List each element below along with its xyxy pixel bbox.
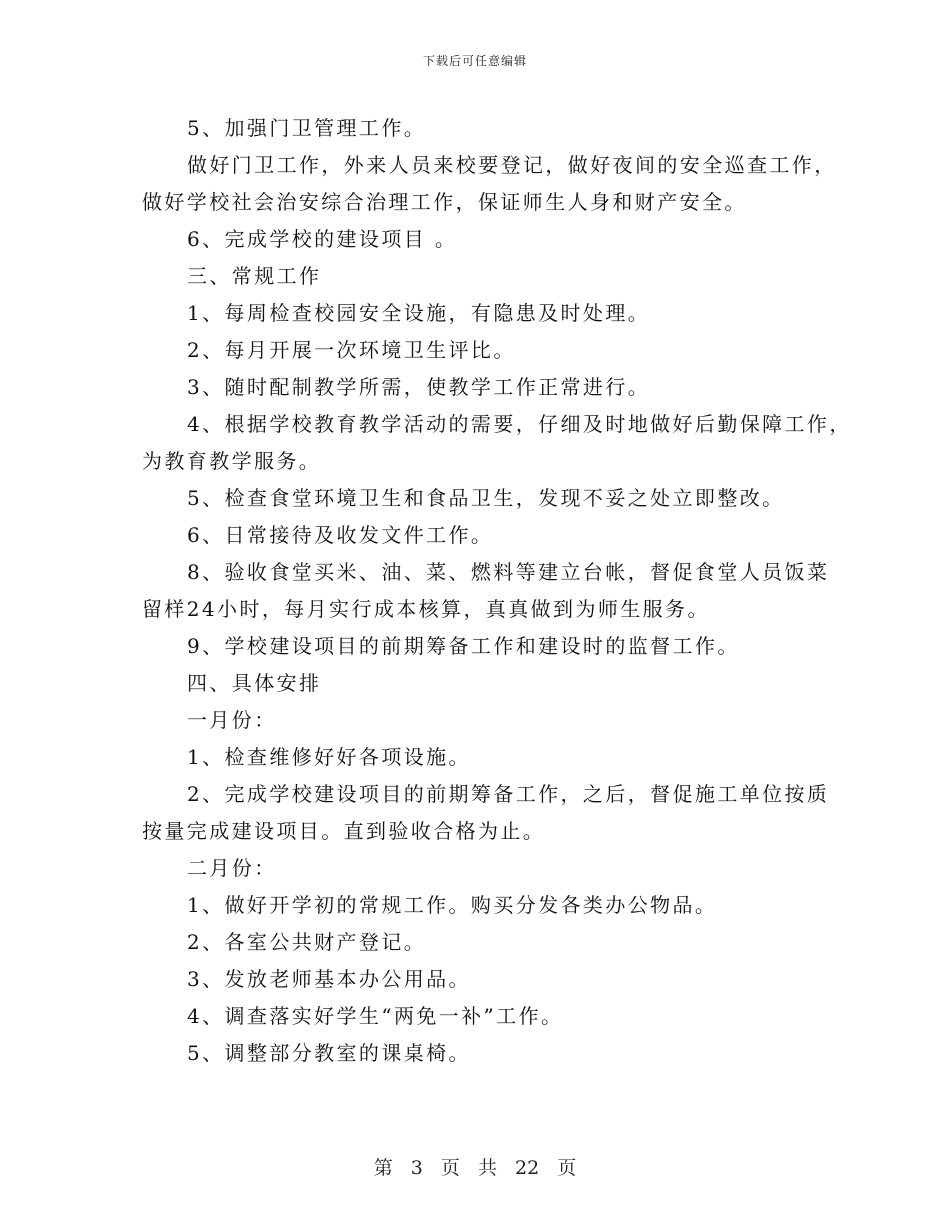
subsection-heading: 二月份： (187, 856, 277, 880)
paragraph-line: 为教育教学服务。 (142, 449, 322, 473)
paragraph-line: 4、根据学校教育教学活动的需要，仔细及时地做好后勤保障工作， (187, 412, 852, 436)
page-number: 3 (410, 1157, 423, 1179)
paragraph-line: 5、检查食堂环境卫生和食品卫生，发现不妥之处立即整改。 (187, 486, 785, 510)
document-body (142, 110, 852, 1072)
paragraph-line: 做好学校社会治安综合治理工作，保证师生人身和财产安全。 (142, 190, 747, 214)
paragraph-line: 5、加强门卫管理工作。 (187, 116, 427, 140)
page-footer (0, 1153, 950, 1180)
total-prefix: 共 (477, 1157, 497, 1179)
paragraph-line: 9、学校建设项目的前期筹备工作和建设时的监督工作。 (187, 634, 740, 658)
paragraph-line: 按量完成建设项目。直到验收合格为止。 (142, 819, 546, 843)
paragraph-line: 3、发放老师基本办公用品。 (187, 967, 471, 991)
paragraph-line: 2、各室公共财产登记。 (187, 930, 427, 954)
paragraph-line: 1、每周检查校园安全设施，有隐患及时处理。 (187, 301, 651, 325)
paragraph-line: 6、日常接待及收发文件工作。 (187, 523, 494, 547)
paragraph-line: 做好门卫工作，外来人员来校要登记，做好夜间的安全巡查工作， (187, 153, 837, 177)
total-word: 页 (557, 1157, 577, 1179)
paragraph-line: 留样24小时，每月实行成本核算，真真做到为师生服务。 (142, 597, 710, 621)
section-heading: 三、常规工作 (187, 264, 322, 288)
paragraph-line: 1、检查维修好好各项设施。 (187, 745, 471, 769)
paragraph-line: 5、调整部分教室的课桌椅。 (187, 1041, 471, 1065)
subsection-heading: 一月份： (187, 708, 277, 732)
paragraph-line: 2、完成学校建设项目的前期筹备工作，之后，督促施工单位按质 (187, 782, 830, 806)
total-pages: 22 (515, 1157, 540, 1179)
paragraph-line: 2、每月开展一次环境卫生评比。 (187, 338, 516, 362)
paragraph-line: 1、做好开学初的常规工作。购买分发各类办公物品。 (187, 893, 718, 917)
page-word: 页 (440, 1157, 460, 1179)
paragraph-line: 4、调查落实好学生“两免一补”工作。 (187, 1004, 564, 1028)
section-heading: 四、具体安排 (187, 671, 322, 695)
page-header: 下载后可任意编辑 (422, 54, 527, 68)
paragraph-line: 3、随时配制教学所需，使教学工作正常进行。 (187, 375, 651, 399)
page-prefix: 第 (373, 1157, 393, 1179)
paragraph-line: 6、完成学校的建设项目 。 (187, 227, 458, 251)
paragraph-line: 8、验收食堂买米、油、菜、燃料等建立台帐，督促食堂人员饭菜 (187, 560, 830, 584)
